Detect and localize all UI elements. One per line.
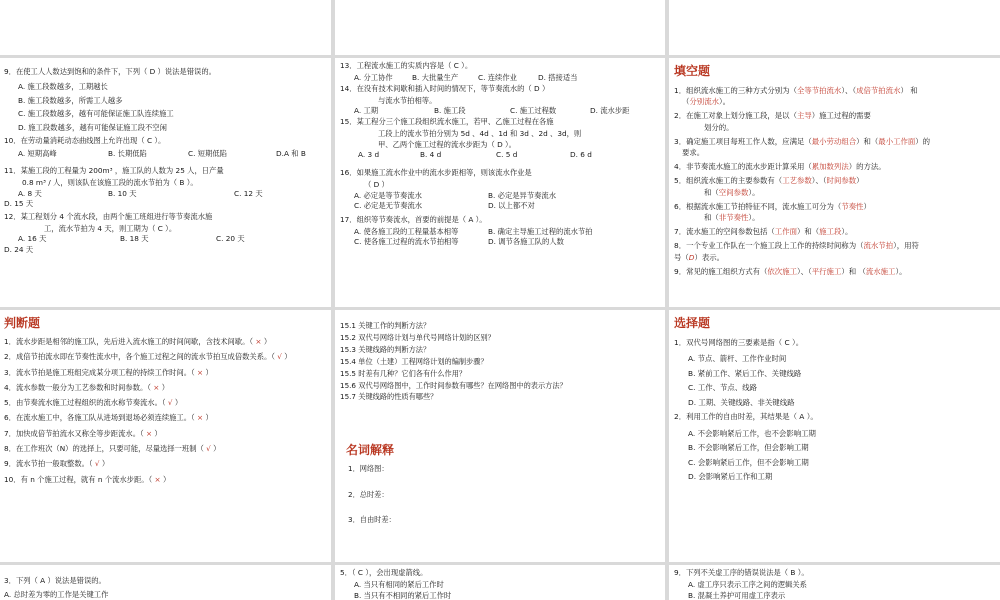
option: B. 施工段 (434, 106, 466, 116)
text: ）和 （ (841, 266, 866, 276)
option: A. 使各施工段的工程量基本相等 (354, 226, 459, 236)
option: B. 18 天 (120, 234, 149, 244)
text: ）。 (841, 227, 853, 237)
fill-item-2 (674, 110, 997, 132)
question-12-line2: 工，流水节拍为 4 天，则工期为（ C ）。 (44, 223, 177, 233)
text: ）。 (718, 97, 731, 107)
option: C. 施工段数越多，越有可能保证施工队连续施工 (18, 109, 174, 119)
term-free-float: 3．自由时差： (348, 515, 396, 525)
text: 2．在施工对象上划分施工段，是以（ (674, 111, 797, 121)
option: A. 8 天 (18, 188, 42, 198)
judge-item-1: 1．流水步距是相邻的施工队，先后进入流水施工的时间间歇，含技术间歇。（ × ） (4, 337, 272, 346)
text: （ (682, 97, 690, 107)
text: ）和（ (796, 227, 820, 237)
option: A. 当只有相同的紧后工作时 (354, 580, 444, 590)
text: 4．非节奏流水施工的流水步距计算采用（ (674, 162, 812, 172)
fill-item-8 (674, 240, 997, 262)
option: C. 施工过程数 (510, 106, 557, 116)
option: A. 不会影响紧后工作，也不会影响工期 (688, 428, 816, 438)
option: D. 搭接适当 (538, 73, 578, 83)
option: A. 节点、箭杆、工作作业时间 (688, 354, 787, 364)
text: ）、（ (796, 266, 812, 276)
question-3: 3．下列（ A ）说法是错误的。 (4, 576, 106, 585)
text: ）、（ (811, 176, 827, 186)
options-row (4, 189, 328, 200)
answer: 非节奏性 (718, 213, 749, 223)
answer: 最小工作面 (878, 136, 916, 146)
question-13: 13．工程流水施工的实质内容是（ C ）。 (340, 61, 473, 70)
option: A. 施工段数越多，工期越长 (18, 82, 108, 92)
slide-fill-in-blank (669, 58, 1000, 307)
question-15-line3: 甲、乙两个施工过程的流水步距为（ D ）。 (378, 139, 516, 149)
text: 和（ (704, 213, 719, 223)
judge-item-10: 10．有 n 个施工过程，就有 n 个流水步距。（ × ） (4, 474, 171, 484)
slide-bottom-right-partial (669, 565, 1000, 600)
text: 划分的。 (704, 122, 734, 132)
question-15-3: 15.3 关键线路的判断方法？ (340, 344, 431, 354)
question-14: 14．在没有技术间歇和插入时间的情况下，等节奏流水的（ D ） (340, 83, 550, 93)
section-title-choice: 选择题 (674, 316, 711, 330)
answer: 成倍节拍流水 (856, 86, 901, 95)
question-16: 16．如果施工流水作业中的流水步距相等，则该流水作业是 (340, 167, 532, 177)
option: D. 施工段数越多，越有可能保证施工段不空闲 (18, 122, 167, 132)
option: C. 12 天 (234, 188, 263, 198)
section-title-fill-blank: 填空题 (674, 64, 711, 78)
question-15-5: 15.5 时差有几种？它们各有什么作用？ (340, 368, 467, 378)
answer: 节奏性 (841, 201, 864, 211)
judge-item-2: 2．成倍节拍流水即在节奏性流水中，各个施工过程之间的流水节拍互成倍数关系。（ √ ） (4, 352, 292, 362)
question-9-virtual: 9．下列不关虚工序的错误说法是（ B ）。 (674, 568, 809, 577)
option: B. 长期低陷 (108, 148, 147, 158)
text: 要求。 (682, 148, 705, 158)
option: B. 施工段数越多，所需工人越多 (18, 95, 123, 105)
options-row (340, 150, 662, 161)
option: A. 必定是等节奏流水 (354, 190, 422, 200)
options-row (340, 237, 662, 248)
answer: 工作面 (774, 227, 797, 237)
question-10: 10．在劳动量消耗动态曲线图上允许出现（ C ）。 (4, 136, 166, 146)
question-15-6: 15.6 双代号网络图中，工作时间参数有哪些？在网络图中的表示方法？ (340, 380, 567, 390)
question-11: 11．某施工段的工程量为 200m³ ，施工队的人数为 25 人，日产量 (4, 166, 224, 176)
option: C. 使各施工过程的流水节拍相等 (354, 237, 459, 247)
text: 号（ (674, 252, 689, 262)
text: ），用符 (893, 241, 919, 251)
option: C. 短期低陷 (188, 148, 227, 158)
fill-item-7 (674, 226, 997, 237)
answer: 施工段 (819, 227, 842, 237)
judge-item-4: 4．流水参数一般分为工艺参数和时间参数。（ × ） (4, 382, 169, 392)
judge-item-6: 6．在流水施工中，各施工队从进场到退场必须连续施工。（ × ） (4, 413, 213, 423)
option: D. 24 天 (4, 244, 34, 254)
text: ）。 (748, 213, 760, 223)
question-1: 1．双代号网络图的三要素是指（ C ）。 (674, 338, 804, 347)
option: A. 分工协作 (354, 73, 393, 83)
option: C. 20 天 (216, 234, 245, 244)
text: ） 和 (900, 86, 918, 95)
fill-item-3 (674, 136, 997, 158)
answer: 流水节拍 (863, 241, 894, 251)
text: 8．一个专业工作队在一个施工段上工作的持续时间称为（ (674, 241, 864, 251)
text: 9．常见的施工组织方式有（ (674, 266, 768, 276)
section-title-true-false: 判断题 (4, 316, 41, 330)
text: ）。 (748, 187, 760, 197)
judge-item-9: 9．流水节拍一般取整数。（ √ ） (4, 459, 110, 469)
judge-item-8: 8．在工作班次（N）的选择上，只要可能，尽量选择一班制（ √ ） (4, 444, 221, 454)
option: B. 不会影响紧后工作，但会影响工期 (688, 443, 809, 453)
text: ）的方法。 (848, 162, 886, 172)
option: C. 工作、节点、线路 (688, 383, 757, 393)
judge-item-7: 7．加快成倍节拍流水又称全等步距流水。（ × ） (4, 428, 162, 438)
text: ）表示。 (694, 252, 725, 262)
option: B. 当只有不相同的紧后工作时 (354, 590, 452, 600)
options-row (340, 201, 662, 212)
option: B. 4 d (420, 150, 442, 160)
answer: 流水施工 (865, 266, 896, 276)
options-row (340, 106, 662, 117)
text: ） (863, 201, 871, 211)
text: ）的 (915, 136, 931, 146)
options-row (340, 73, 662, 84)
text: 5．组织流水施工的主要参数有（ (674, 176, 783, 186)
question-14-line2: 与流水节拍相等。 (378, 95, 437, 105)
answer: 全等节拍流水 (796, 86, 842, 95)
question-11-line2: 0.8 m³ / 人，则该队在该施工段的流水节拍为（ B ）。 (22, 178, 198, 188)
option: C. 必定是无节奏流水 (354, 201, 423, 211)
slide-choice-questions-13-17 (335, 58, 665, 307)
text: 和（ (704, 187, 719, 197)
option: D. 以上都不对 (488, 201, 535, 211)
section-title-terms: 名词解释 (346, 443, 395, 458)
fill-item-4 (674, 161, 997, 172)
option: B. 混凝土养护可用虚工序表示 (688, 590, 786, 600)
question-2: 2．利用工作的自由时差，其结果是（ A ）。 (674, 412, 818, 422)
option: A. 短期高峰 (18, 148, 57, 158)
slide-bottom-middle-partial (335, 565, 665, 600)
answer: D (688, 252, 695, 262)
term-total-float: 2．总时差： (348, 489, 389, 499)
answer: 工艺参数 (782, 176, 812, 186)
fill-item-6 (674, 201, 997, 223)
text: 1．组织流水施工的三种方式分别为（ (674, 86, 797, 95)
question-5: 5．（ C ），会出现虚箭线。 (340, 568, 428, 577)
option: D. 调节各施工队的人数 (488, 237, 564, 247)
text: ）、（ (841, 86, 857, 95)
option: A. 3 d (358, 150, 380, 160)
slide-bottom-left-partial (0, 565, 331, 600)
answer: 空间参数 (718, 187, 749, 197)
slide-top-left-partial (0, 0, 331, 55)
fill-item-5 (674, 175, 997, 197)
answer: 最小劳动组合 (811, 136, 857, 146)
answer: 分别流水 (689, 97, 719, 107)
slide-choice-network (669, 310, 1000, 562)
option: A. 16 天 (18, 234, 47, 244)
options-row (340, 191, 662, 202)
slide-questions-terms (335, 310, 665, 562)
answer: 主导 (796, 111, 812, 121)
term-network-diagram: 1．网络图： (348, 464, 389, 474)
option: C. 会影响紧后工作，但不会影响工期 (688, 457, 809, 467)
options-row (340, 227, 662, 238)
option: D. 15 天 (4, 199, 34, 209)
option: A. 虚工序只表示工序之间的逻辑关系 (688, 580, 807, 590)
slide-top-right-partial (669, 0, 1000, 55)
option: D. 会影响紧后工作和工期 (688, 472, 773, 482)
question-17: 17．组织等节奏流水，首要的前提是（ A ）。 (340, 214, 487, 224)
fill-item-1 (674, 85, 997, 107)
option: D. 工期、关键线路、非关键线路 (688, 397, 795, 407)
question-15-line2: 工段上的流水节拍分别为 5d 、4d 、1d 和 3d 、2d 、3d，则 (378, 129, 582, 139)
fill-item-9 (674, 266, 997, 277)
answer: 平行施工 (811, 266, 842, 276)
question-15-1: 15.1 关键工作的判断方法？ (340, 321, 431, 330)
text: 6．根据流水施工节拍特征不同，流水施工可分为（ (674, 201, 842, 211)
question-9: 9．在使工人人数达到饱和的条件下，下列（ D ）说法是错误的。 (4, 67, 216, 76)
text: ）施工过程的需要 (811, 111, 871, 121)
text: 7．流水施工的空间参数包括（ (674, 227, 775, 237)
option: B. 必定是异节奏流水 (488, 190, 557, 200)
judge-item-3: 3．流水节拍是施工班组完成某分项工程的持续工作时间。（ × ） (4, 367, 213, 377)
text: 3．确定施工项目每班工作人数，应满足（ (674, 136, 812, 146)
question-16-line2: （ D ） (364, 179, 389, 189)
options-row (4, 149, 328, 160)
option: C. 连续作业 (478, 73, 517, 83)
option: D.A 和 B (276, 148, 306, 158)
text: ）和（ (856, 136, 879, 146)
text: ）。 (895, 266, 907, 276)
option: D. 6 d (570, 150, 592, 160)
option: A. 工期 (354, 106, 379, 116)
question-15-2: 15.2 双代号网络计划与单代号网络计划的区别？ (340, 332, 495, 342)
option: B. 10 天 (108, 188, 137, 198)
question-15: 15．某工程分三个施工段组织流水施工，若甲、乙施工过程在各施 (340, 116, 554, 126)
question-15-4: 15.4 单位（土建）工程网络计划的编制步骤？ (340, 356, 488, 366)
question-15-7: 15.7 关键线路的性质有哪些？ (340, 392, 438, 402)
answer: 时间参数 (826, 176, 857, 186)
answer: 累加数列法 (811, 162, 849, 172)
option: D. 流水步距 (590, 106, 630, 116)
slide-top-middle-partial (335, 0, 665, 55)
option: A. 总时差为零的工作是关键工作 (4, 589, 109, 599)
slide-choice-questions-9-12 (0, 58, 331, 307)
option: B. 确定主导施工过程的流水节拍 (488, 226, 593, 236)
option: B. 紧前工作、紧后工作、关键线路 (688, 368, 802, 378)
text: ） (856, 176, 864, 186)
options-row (4, 234, 328, 245)
answer: 依次施工 (767, 266, 797, 276)
option: C. 5 d (496, 150, 518, 160)
option: B. 大批量生产 (412, 73, 459, 83)
slide-true-false (0, 310, 331, 562)
judge-item-5: 5．由节奏流水施工过程组织的流水称节奏流水。（ √ ） (4, 398, 183, 408)
question-12: 12．某工程划分 4 个流水段，由两个施工班组进行等节奏流水施 (4, 211, 213, 221)
